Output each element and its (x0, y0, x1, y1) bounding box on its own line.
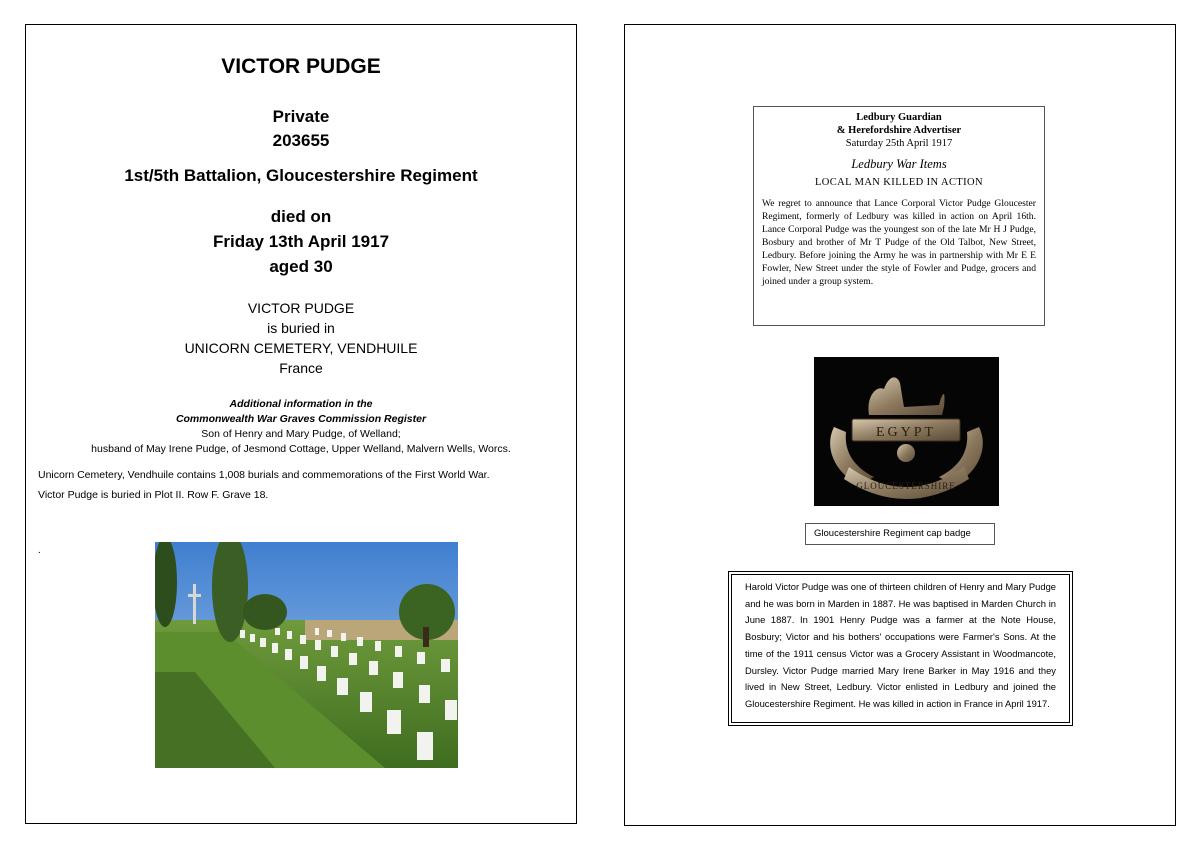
badge-scroll-text: EGYPT (875, 425, 937, 440)
stray-dot: . (38, 545, 41, 556)
rank: Private (272, 107, 330, 126)
badge-lower-text: GLOUCESTERSHIRE (856, 481, 956, 491)
cwgc-heading-1: Additional information in the (229, 398, 373, 410)
died-label: died on (270, 207, 332, 226)
biography-box: Harold Victor Pudge was one of thirteen children of Henry and Mary Pudge and he was born in Marden in 1887. He was baptised in Marden Church in June 1887. In 1901 Henry Pudge was a farmer at the Note House, Bosbury; Victor and his bothers' occupations were Farmer's Sons. At the time of the 1911 census Victor was a Grocery Assistant in Woodmancote, Dursley. Victor Pudge married Mary Irene Barker in May 1916 and they lived in New Street, Ledbury. Victor enlisted in Ledbury and joined the Gloucestershire Regiment. He was killed in action in France in April 1917. (728, 571, 1073, 726)
left-page (25, 24, 577, 824)
cemetery-photo (155, 542, 458, 768)
paper-date: Saturday 25th April 1917 (845, 138, 953, 149)
paper-name-2: & Herefordshire Advertiser (836, 125, 962, 136)
burial-is: is buried in (267, 320, 335, 336)
newspaper-masthead (762, 111, 1036, 150)
paper-headline: LOCAL MAN KILLED IN ACTION (814, 177, 984, 188)
badge-caption: Gloucestershire Regiment cap badge (805, 523, 995, 545)
cwgc-info (26, 397, 576, 457)
burial-block (26, 298, 576, 378)
cwgc-line-2: husband of May Irene Pudge, of Jesmond Cottage, Upper Welland, Malvern Wells, Worcs. (91, 443, 511, 455)
burial-name: VICTOR PUDGE (247, 300, 355, 316)
unit: 1st/5th Battalion, Gloucestershire Regiment (124, 166, 478, 185)
cwgc-heading-2: Commonwealth War Graves Commission Register (175, 413, 427, 425)
paper-section: Ledbury War Items (851, 157, 947, 171)
paper-body: We regret to announce that Lance Corporal Victor Pudge Gloucester Regiment, formerly of Ledbury was killed in action on April 16th. Lance Corporal Pudge was the youngest son of the late Mr H J Pudge, Bosbury and brother of Mr T Pudge of the Old Talbot, New Street, Ledbury. Before joining the Army he was in partnership with Mr E E Fowler, New Street under the style of Fowler and Pudge, grocers and joined under a group system. (762, 198, 1036, 287)
rank-block (26, 105, 576, 153)
plot-note: Victor Pudge is buried in Plot II. Row F. Grave 18. (38, 489, 269, 501)
cemetery-note: Unicorn Cemetery, Vendhuile contains 1,008 burials and commemorations of the First World War. (38, 469, 490, 481)
right-page (624, 24, 1176, 826)
cap-badge-photo (814, 357, 999, 506)
paper-name-1: Ledbury Guardian (856, 112, 942, 123)
died-date: Friday 13th April 1917 (212, 232, 390, 251)
newspaper-clipping (753, 106, 1045, 326)
country: France (279, 360, 323, 376)
cwgc-line-1: Son of Henry and Mary Pudge, of Welland; (201, 428, 401, 440)
death-block (26, 204, 576, 279)
soldier-name: VICTOR PUDGE (221, 55, 381, 78)
cemetery-name: UNICORN CEMETERY, VENDHUILE (184, 340, 418, 356)
age: aged 30 (269, 257, 333, 276)
service-number: 203655 (272, 131, 330, 150)
